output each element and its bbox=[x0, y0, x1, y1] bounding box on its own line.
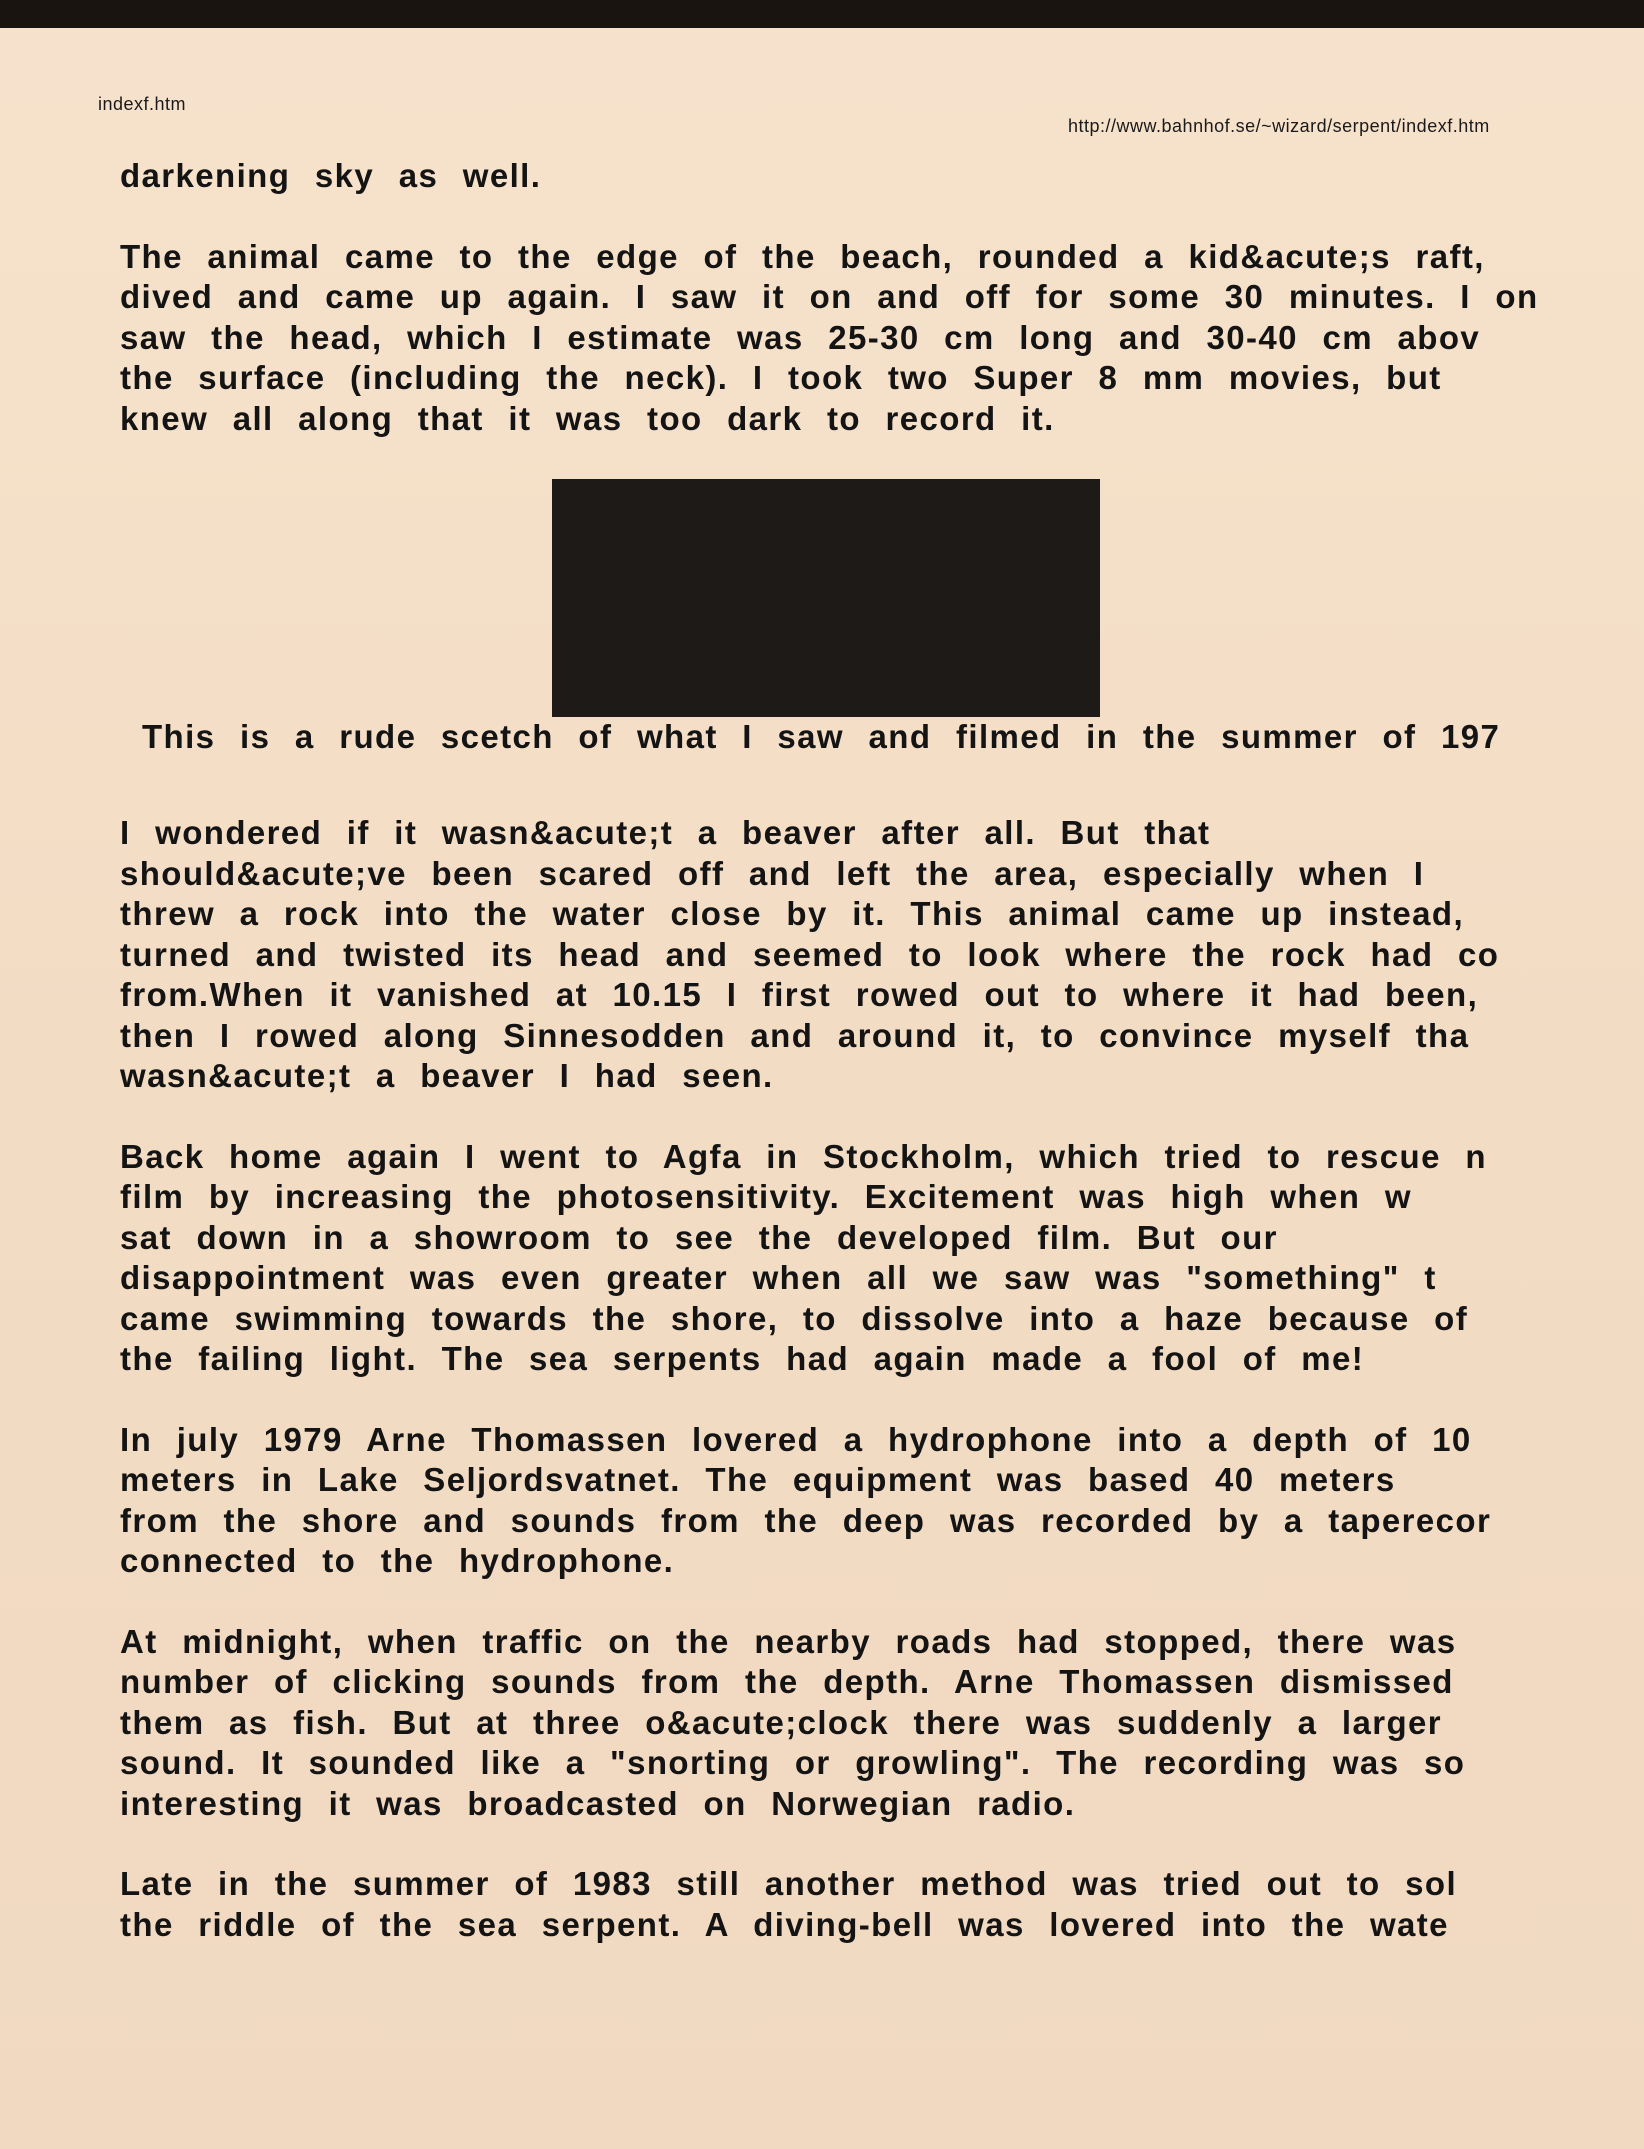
text-line: number of clicking sounds from the depth. Arne Thomassen dismissed bbox=[120, 1663, 1454, 1700]
text-line: the failing light. The sea serpents had again made a fool of me! bbox=[120, 1340, 1365, 1377]
text-line: sat down in a showroom to see the developed film. But our bbox=[120, 1218, 1278, 1256]
header-filename: indexf.htm bbox=[98, 94, 187, 114]
text-line: The animal came to the edge of the beach, rounded a kid&acute;s raft, bbox=[120, 237, 1485, 275]
text-line: threw a rock into the water close by it. This animal came up instead, bbox=[120, 895, 1465, 932]
paragraph bbox=[120, 1420, 1550, 1582]
header-url: http://www.bahnhof.se/~wizard/serpent/indexf.htm bbox=[1068, 116, 1490, 136]
document-page bbox=[0, 28, 1644, 2149]
text-line: darkening sky as well. bbox=[120, 157, 542, 194]
sketch-image bbox=[552, 479, 1100, 717]
paragraph bbox=[120, 813, 1550, 1097]
text-line: the riddle of the sea serpent. A diving-bell was lovered into the wate bbox=[120, 1905, 1449, 1943]
text-line: from.When it vanished at 10.15 I first rowed out to where it had been, bbox=[120, 976, 1479, 1013]
text-line: connected to the hydrophone. bbox=[120, 1542, 675, 1579]
paragraph bbox=[120, 1137, 1550, 1380]
paragraph bbox=[120, 237, 1550, 440]
text-line: came swimming towards the shore, to dissolve into a haze because of bbox=[120, 1299, 1469, 1337]
text-line: dived and came up again. I saw it on and off for some 30 minutes. I on bbox=[120, 278, 1539, 315]
text-line: the surface (including the neck). I took two Super 8 mm movies, but bbox=[120, 359, 1442, 396]
text-line: Late in the summer of 1983 still another method was tried out to sol bbox=[120, 1865, 1458, 1902]
text-line: knew all along that it was too dark to record it. bbox=[120, 399, 1055, 437]
article-body bbox=[120, 156, 1550, 1985]
text-line: I wondered if it wasn&acute;t a beaver after all. But that bbox=[120, 814, 1211, 851]
text-line: Back home again I went to Agfa in Stockholm, which tried to rescue n bbox=[120, 1137, 1487, 1175]
text-line: saw the head, which I estimate was 25-30 cm long and 30-40 cm abov bbox=[120, 318, 1481, 356]
text-line: At midnight, when traffic on the nearby roads had stopped, there was bbox=[120, 1622, 1457, 1660]
text-line: should&acute;ve been scared off and left the area, especially when I bbox=[120, 854, 1425, 892]
text-line: meters in Lake Seljordsvatnet. The equipment was based 40 meters bbox=[120, 1461, 1396, 1498]
text-line: from the shore and sounds from the deep was recorded by a taperecor bbox=[120, 1501, 1492, 1539]
text-line: disappointment was even greater when all we saw was "something" t bbox=[120, 1259, 1437, 1296]
paragraph bbox=[120, 156, 1550, 197]
text-line: turned and twisted its head and seemed to look where the rock had co bbox=[120, 935, 1500, 973]
text-line: In july 1979 Arne Thomassen lovered a hydrophone into a depth of 10 bbox=[120, 1420, 1472, 1458]
text-line: interesting it was broadcasted on Norwegian radio. bbox=[120, 1784, 1076, 1822]
figure-caption: This is a rude scetch of what I saw and filmed in the summer of 197 bbox=[142, 718, 1501, 755]
text-line: then I rowed along Sinnesodden and around it, to convince myself tha bbox=[120, 1016, 1470, 1054]
text-line: sound. It sounded like a "snorting or growling". The recording was so bbox=[120, 1744, 1466, 1781]
text-line: wasn&acute;t a beaver I had seen. bbox=[120, 1057, 774, 1094]
paragraph bbox=[120, 1864, 1550, 1945]
text-line: them as fish. But at three o&acute;clock there was suddenly a larger bbox=[120, 1703, 1443, 1741]
paragraphs-before-figure bbox=[120, 156, 1550, 439]
paragraph bbox=[120, 1622, 1550, 1825]
paragraphs-after-figure bbox=[120, 813, 1550, 1945]
text-line: film by increasing the photosensitivity. Excitement was high when w bbox=[120, 1178, 1412, 1215]
